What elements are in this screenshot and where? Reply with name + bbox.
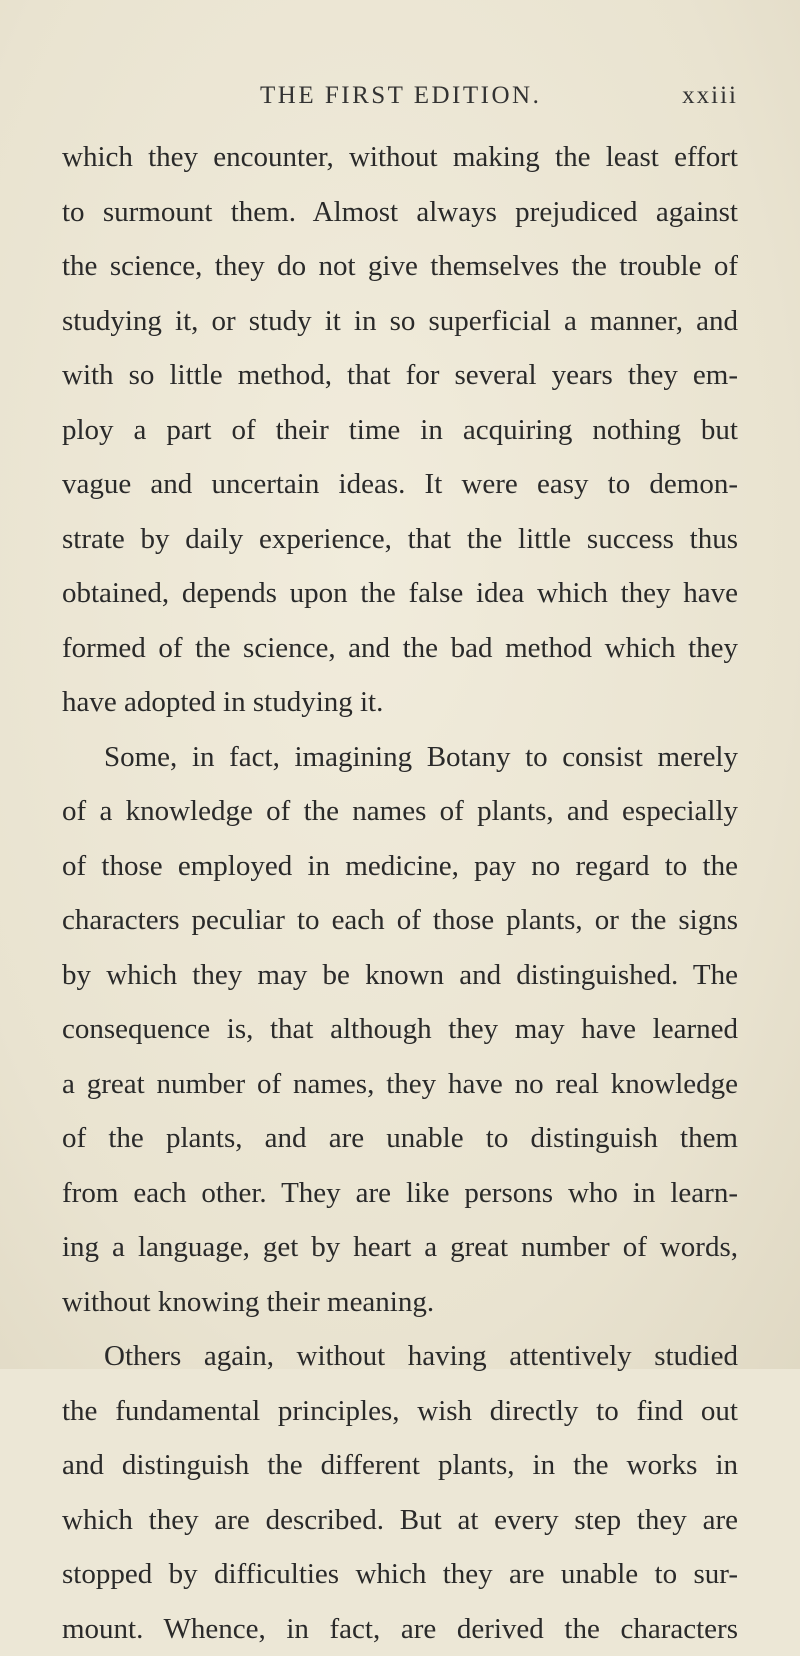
running-head (62, 82, 738, 122)
running-title: THE FIRST EDITION. (260, 82, 541, 110)
text-line: consequence is, that although they may have learned (62, 1002, 738, 1057)
text-line: which they are described. But at every step they are (62, 1493, 738, 1548)
text-line: a great number of names, they have no real knowledge (62, 1057, 738, 1112)
text-line: of the plants, and are unable to distinguish them (62, 1111, 738, 1166)
text-line: obtained, depends upon the false idea which they have (62, 566, 738, 621)
text-line: formed of the science, and the bad method which they (62, 621, 738, 676)
text-line: and distinguish the different plants, in the works in (62, 1438, 738, 1493)
text-line: the science, they do not give themselves the trouble of (62, 239, 738, 294)
text-line: ing a language, get by heart a great number of words, (62, 1220, 738, 1275)
text-line: to surmount them. Almost always prejudiced against (62, 185, 738, 240)
text-line: the fundamental principles, wish directly to find out (62, 1384, 738, 1439)
body-text (62, 130, 738, 1656)
text-line: of a knowledge of the names of plants, and especially (62, 784, 738, 839)
text-line: vague and uncertain ideas. It were easy to demon- (62, 457, 738, 512)
text-line: stopped by difficulties which they are unable to sur- (62, 1547, 738, 1602)
text-line: mount. Whence, in fact, are derived the characters (62, 1602, 738, 1656)
text-line: studying it, or study it in so superficial a manner, and (62, 294, 738, 349)
page-number: xxiii (682, 82, 738, 110)
text-line: have adopted in studying it. (62, 675, 738, 730)
text-line: from each other. They are like persons who in learn- (62, 1166, 738, 1221)
text-line: without knowing their meaning. (62, 1275, 738, 1330)
text-line: ploy a part of their time in acquiring nothing but (62, 403, 738, 458)
text-line: with so little method, that for several years they em- (62, 348, 738, 403)
paragraph-start-line: Others again, without having attentively studied (62, 1329, 738, 1384)
text-line: by which they may be known and distinguished. The (62, 948, 738, 1003)
text-line: of those employed in medicine, pay no regard to the (62, 839, 738, 894)
text-line: characters peculiar to each of those plants, or the signs (62, 893, 738, 948)
paragraph-start-line: Some, in fact, imagining Botany to consist merely (62, 730, 738, 785)
text-line: which they encounter, without making the least effort (62, 130, 738, 185)
text-line: strate by daily experience, that the little success thus (62, 512, 738, 567)
